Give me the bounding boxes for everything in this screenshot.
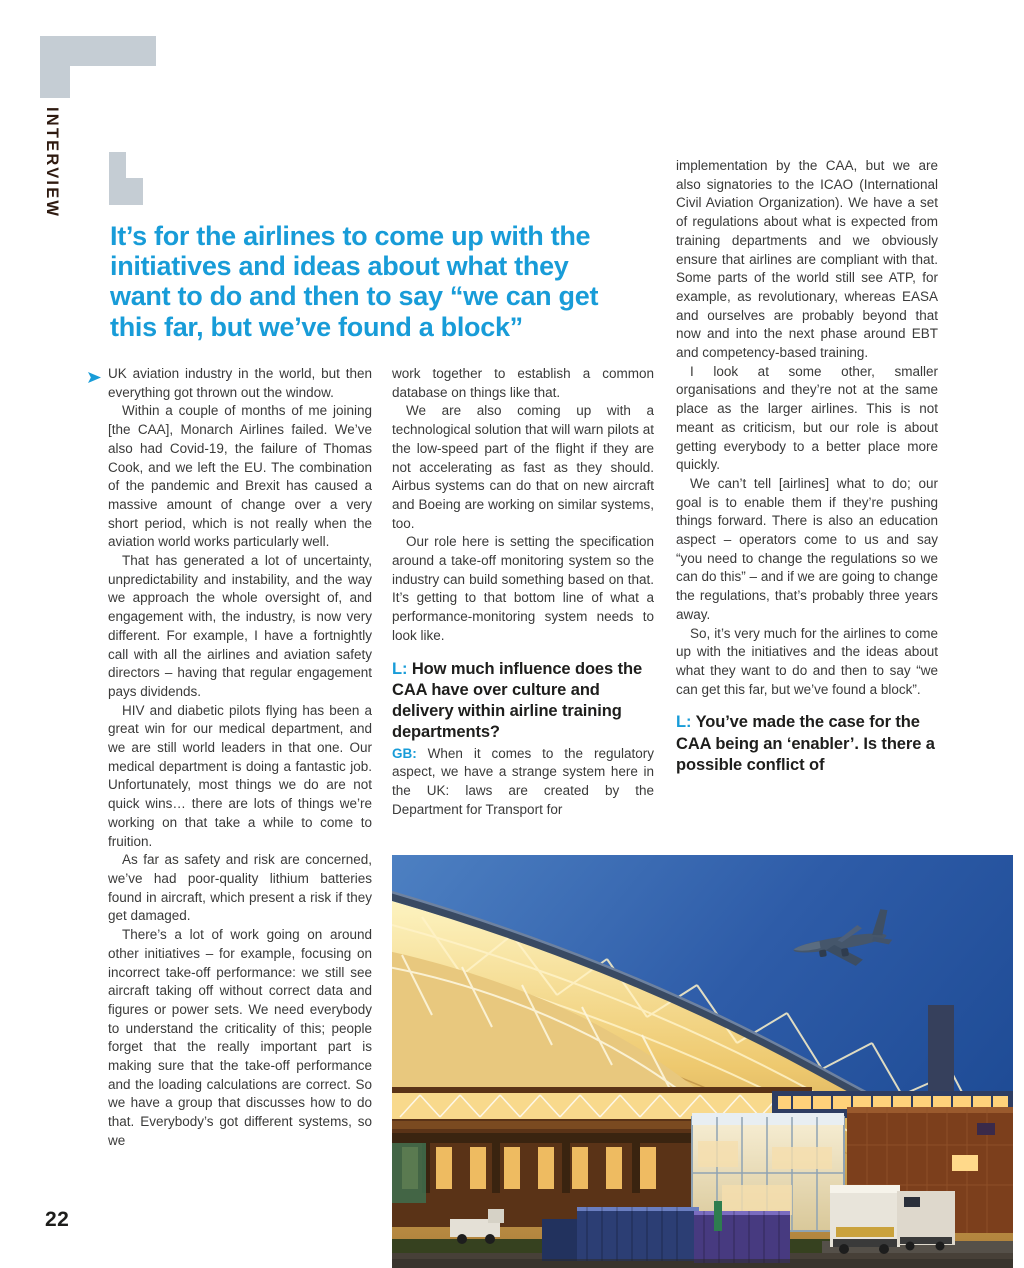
paragraph: That has generated a lot of uncertainty, unpredictability and instability, and the way we approach the whole oversight of, and engagement with, the industry, is now very different. For example, I have a fortnightly call with all the airlines and aviation safety directors – having that regular engagement pays dividends. xyxy=(108,553,372,699)
paragraph: I look at some other, smaller organisations and they’re not at the same place as the larger airlines. This is not meant as criticism, but our role is about getting everybody to a better place more quickly. xyxy=(676,363,938,473)
interview-question xyxy=(392,659,654,744)
interviewer-initial: L: xyxy=(676,713,692,732)
paragraph: There’s a lot of work going on around other initiatives – for example, focusing on incorrect take-off performance: we still see aircraft taking off without correct data and figures or power sets. We need everybody to understand the criticality of this; people forget that the really important part is making sure that the take-off performance and the loading calculations are correct. So we have a group that discusses how to do that. Everybody’s got different systems, so we xyxy=(108,927,372,1148)
corner-shape-small-leg xyxy=(126,178,143,205)
body-column-3 xyxy=(676,157,938,777)
headline-line: this far, but we’ve found a block” xyxy=(110,311,523,342)
paragraph: Our role here is setting the specification around a take-off monitoring system so the industry can build something based on that. It’s getting to that bottom line of what a performance-monitoring system needs to look like. xyxy=(392,534,654,643)
paragraph: As far as safety and risk are concerned, we’ve had poor-quality lithium batteries found in aircraft, which present a risk if they get damaged. xyxy=(108,852,372,924)
section-label: INTERVIEW xyxy=(43,107,61,219)
question-text: How much influence does the CAA have over culture and delivery within airline training departments? xyxy=(392,659,643,742)
interview-question xyxy=(676,712,938,776)
question-text: You’ve made the case for the CAA being an ‘enabler’. Is there a possible conflict of xyxy=(676,713,935,774)
paragraph: So, it’s very much for the airlines to come up with the initiatives and the ideas about what they want to do and then to say “we can get this far, but we’ve found a block”. xyxy=(676,625,938,697)
interview-answer xyxy=(392,745,654,820)
paragraph: We can’t tell [airlines] what to do; our goal is to enable them if they’re pushing things forward. There is also an education aspect – operators come to us and say “you need to change the regulations so we can do this” – and if we are going to change the regulations, that’s probably three years away. xyxy=(676,475,938,622)
body-column-2 xyxy=(392,365,654,820)
pull-quote-headline xyxy=(110,221,670,342)
jump-arrow-icon xyxy=(88,372,101,383)
headline-line: want to do and then to say “we can get xyxy=(110,281,599,312)
paragraph: HIV and diabetic pilots flying has been a great win for our medical department, and we are still world leaders in that one. Our medical department is doing a fantastic job. Unfortunately, most things we do are not quick wins… there are lots of things we’re working on that take a while to come to fruition. xyxy=(108,702,372,849)
paragraph: implementation by the CAA, but we are also signatories to the ICAO (International Civil Aviation Organization). We have a set of regulations about what is expected from training departments and we obviously ensure that airlines are compliant with that. Some parts of the world still see ATP, for example, as revolutionary, whereas EASA and ourselves are probably beyond that now and into the next phase around EBT and competency-based training. xyxy=(676,158,938,361)
body-column-1 xyxy=(108,365,372,1151)
interviewer-initial: L: xyxy=(392,659,408,678)
corner-shape-large-leg xyxy=(40,36,70,98)
paragraph: work together to establish a common database on things like that. xyxy=(392,366,654,400)
paragraph: We are also coming up with a technological solution that will warn pilots at the low-speed part of the flight if they are not accelerating as fast as they should. Airbus systems can do that on new aircraft and Boeing are working on similar systems, too. xyxy=(392,403,654,531)
page-number: 22 xyxy=(45,1208,70,1231)
answer-text: When it comes to the regulatory aspect, we have a strange system here in the UK: laws are created by the Department for Transport for xyxy=(392,745,654,817)
interviewee-initials: GB: xyxy=(392,745,417,761)
paragraph: Within a couple of months of me joining [the CAA], Monarch Airlines failed. We’ve also had Covid-19, the failure of Thomas Cook, and we left the EU. The combination of the pandemic and Brexit has caused a massive amount of change over a very short period, which is not really when the aviation world works particularly well. xyxy=(108,403,372,550)
headline-line: It’s for the airlines to come up with the xyxy=(110,221,591,251)
airport-photo-art xyxy=(392,855,1013,1268)
headline-line: initiatives and ideas about what they xyxy=(110,251,569,282)
airport-photo xyxy=(392,855,1013,1268)
corner-shape-small xyxy=(109,152,126,205)
paragraph: UK aviation industry in the world, but then everything got thrown out the window. xyxy=(108,366,372,400)
